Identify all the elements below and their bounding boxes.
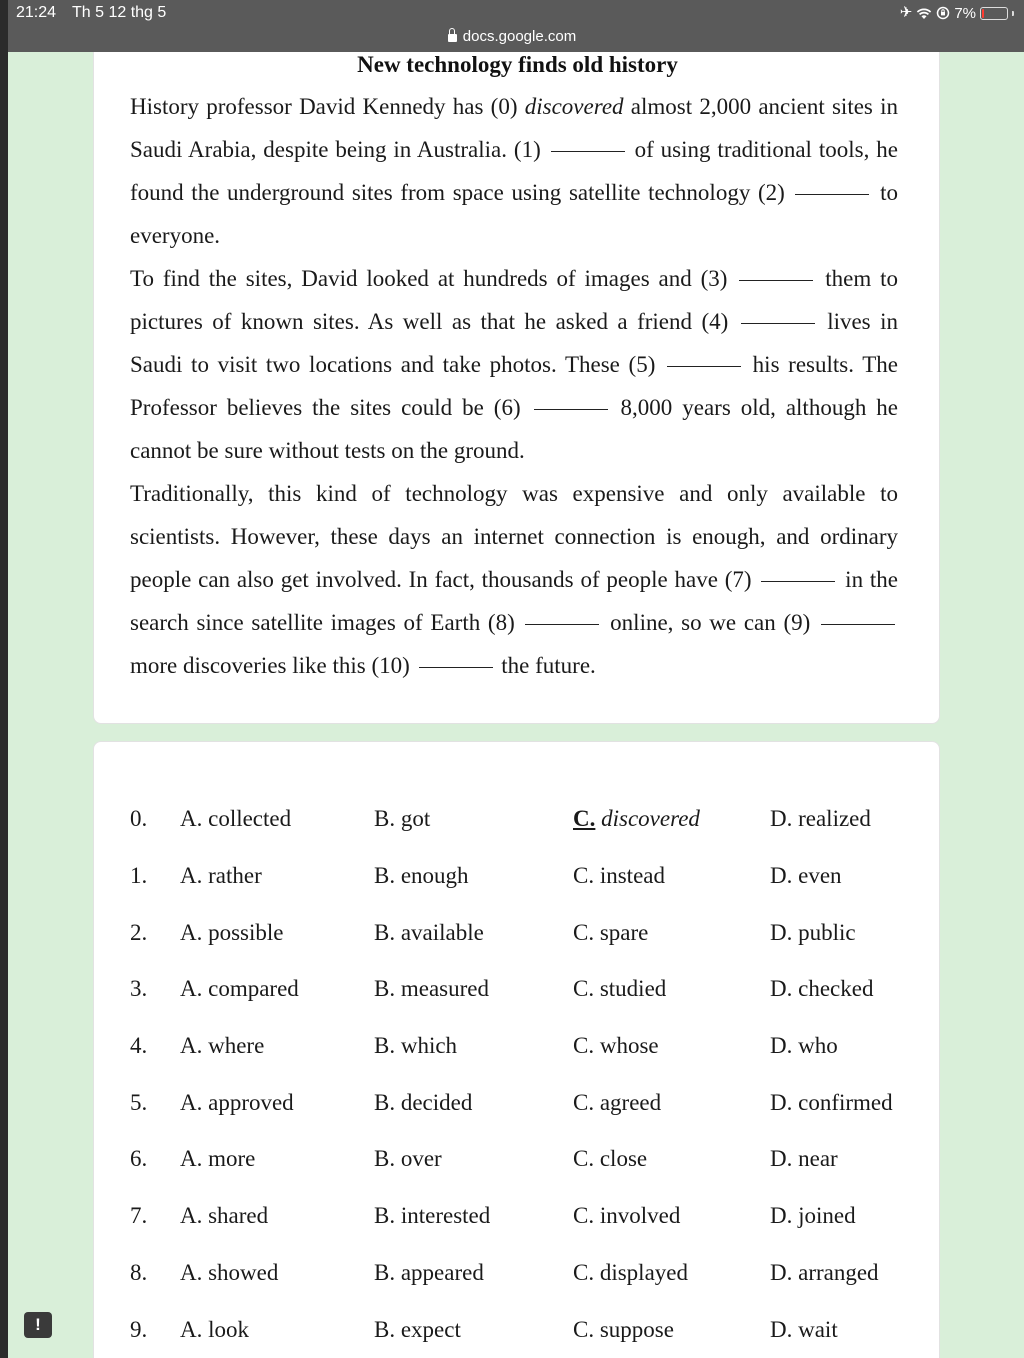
blank-10: [419, 667, 493, 668]
blank-2: [795, 194, 869, 195]
option-b: B. interested: [374, 1203, 491, 1228]
option-c: C. displayed: [573, 1260, 688, 1285]
status-date: Th 5 12 thg 5: [72, 4, 167, 21]
example-answer: discovered: [524, 94, 624, 119]
option-row-2: [94, 920, 941, 960]
option-row-6: [94, 1146, 941, 1186]
option-d: D. realized: [770, 806, 871, 831]
option-row-8: [94, 1260, 941, 1300]
text-run: almost 2,000 ancient sites in Saudi Arabia, despite being in Australia. (1): [130, 94, 898, 162]
option-d: D. near: [770, 1146, 838, 1171]
question-number: 5.: [130, 1090, 148, 1115]
passage-text: [130, 85, 898, 687]
feedback-button[interactable]: [24, 1312, 52, 1338]
option-row-4: [94, 1033, 941, 1073]
question-number: 8.: [130, 1260, 148, 1285]
option-row-9: [94, 1317, 941, 1357]
question-number: 4.: [130, 1033, 148, 1058]
option-a: A. look: [180, 1317, 249, 1342]
option-a: A. showed: [180, 1260, 279, 1285]
option-b: B. expect: [374, 1317, 461, 1342]
option-d: D. who: [770, 1033, 838, 1058]
battery-icon: [980, 7, 1008, 20]
question-number: 3.: [130, 976, 148, 1001]
question-number: 9.: [130, 1317, 148, 1342]
answer-word: discovered: [595, 806, 700, 831]
text-run: more discoveries like this (10): [130, 653, 416, 678]
blank-6: [534, 409, 608, 410]
text-run: his results. The Professor believes the sites could be (6): [130, 352, 898, 420]
option-d: D. arranged: [770, 1260, 879, 1285]
option-row-7: [94, 1203, 941, 1243]
text-run: To find the sites, David looked at hundreds of images and (3): [130, 266, 737, 291]
question-number: 2.: [130, 920, 148, 945]
url-text: docs.google.com: [462, 27, 577, 45]
option-a: A. more: [180, 1146, 256, 1171]
blank-8: [525, 624, 599, 625]
answer-letter: C.: [573, 806, 596, 831]
wifi-icon: [916, 7, 932, 20]
option-b: B. enough: [374, 863, 469, 888]
option-a: A. collected: [180, 806, 292, 831]
option-row-5: [94, 1090, 941, 1130]
paragraph-1: [130, 85, 898, 257]
option-a: A. shared: [180, 1203, 269, 1228]
option-a: A. possible: [180, 920, 284, 945]
url-bar[interactable]: [0, 24, 1024, 48]
option-d: D. wait: [770, 1317, 838, 1342]
blank-1: [551, 151, 625, 152]
option-c: C. close: [573, 1146, 648, 1171]
passage-card: [93, 40, 940, 724]
text-run: 8,000 years old, although he cannot be sure without tests on the ground.: [130, 395, 898, 463]
lock-icon: [448, 32, 457, 43]
option-c: C. studied: [573, 976, 667, 1001]
options-card: [93, 741, 940, 1358]
option-d: D. checked: [770, 976, 874, 1001]
orientation-lock-icon: [936, 6, 950, 20]
text-run: them to pictures of known sites. As well as that he asked a friend (4): [130, 266, 898, 334]
blank-5: [667, 366, 741, 367]
airplane-icon: ✈: [899, 4, 913, 21]
status-time: 21:24: [16, 4, 57, 21]
option-b: B. appeared: [374, 1260, 484, 1285]
option-b: B. over: [374, 1146, 442, 1171]
blank-9: [821, 624, 895, 625]
passage-title: New technology finds old history: [357, 52, 678, 77]
option-c: C. involved: [573, 1203, 681, 1228]
status-indicators: [900, 3, 1014, 23]
text-run: online, so we can (9): [602, 610, 819, 635]
option-c-answer: [573, 806, 700, 832]
option-b: B. measured: [374, 976, 489, 1001]
question-number: 6.: [130, 1146, 148, 1171]
option-row-1: [94, 863, 941, 903]
option-a: A. rather: [180, 863, 262, 888]
option-c: C. spare: [573, 920, 649, 945]
option-row-3: [94, 976, 941, 1016]
option-a: A. compared: [180, 976, 299, 1001]
battery-percentage: 7%: [954, 4, 976, 22]
option-c: C. instead: [573, 863, 665, 888]
option-c: C. suppose: [573, 1317, 674, 1342]
text-run: to everyone.: [130, 180, 898, 248]
option-c: C. agreed: [573, 1090, 662, 1115]
option-b: B. got: [374, 806, 431, 831]
option-d: D. joined: [770, 1203, 856, 1228]
text-run: the future.: [495, 653, 596, 678]
option-d: D. confirmed: [770, 1090, 893, 1115]
question-number: 7.: [130, 1203, 148, 1228]
blank-7: [761, 581, 835, 582]
battery-cap: [1012, 11, 1014, 16]
option-d: D. public: [770, 920, 856, 945]
option-a: A. approved: [180, 1090, 294, 1115]
option-c: C. whose: [573, 1033, 659, 1058]
text-run: lives in Saudi to visit two locations and take photos. These (5): [130, 309, 898, 377]
exclamation-icon: !: [35, 1315, 41, 1334]
text-run: of using traditional tools, he found the underground sites from space using satellite technology (2): [130, 137, 898, 205]
paragraph-3: [130, 472, 898, 687]
option-a: A. where: [180, 1033, 265, 1058]
blank-3: [739, 280, 813, 281]
text-run: Traditionally, this kind of technology was expensive and only available to scientists. However, these days an internet connection is enough, and ordinary people can also get involved. In fact, thousands of people have (7): [130, 481, 898, 592]
battery-level: [982, 9, 984, 18]
text-run: History professor David Kennedy has (0): [130, 94, 525, 119]
option-d: D. even: [770, 863, 842, 888]
blank-4: [741, 323, 815, 324]
status-bar: [0, 0, 1024, 52]
paragraph-2: [130, 257, 898, 472]
option-b: B. decided: [374, 1090, 473, 1115]
option-b: B. available: [374, 920, 484, 945]
text-run: in the search since satellite images of Earth (8): [130, 567, 898, 635]
question-number: 1.: [130, 863, 148, 888]
question-number: 0.: [130, 806, 148, 831]
option-row-0: [94, 806, 941, 846]
option-b: B. which: [374, 1033, 458, 1058]
screen-edge: [0, 0, 8, 1358]
